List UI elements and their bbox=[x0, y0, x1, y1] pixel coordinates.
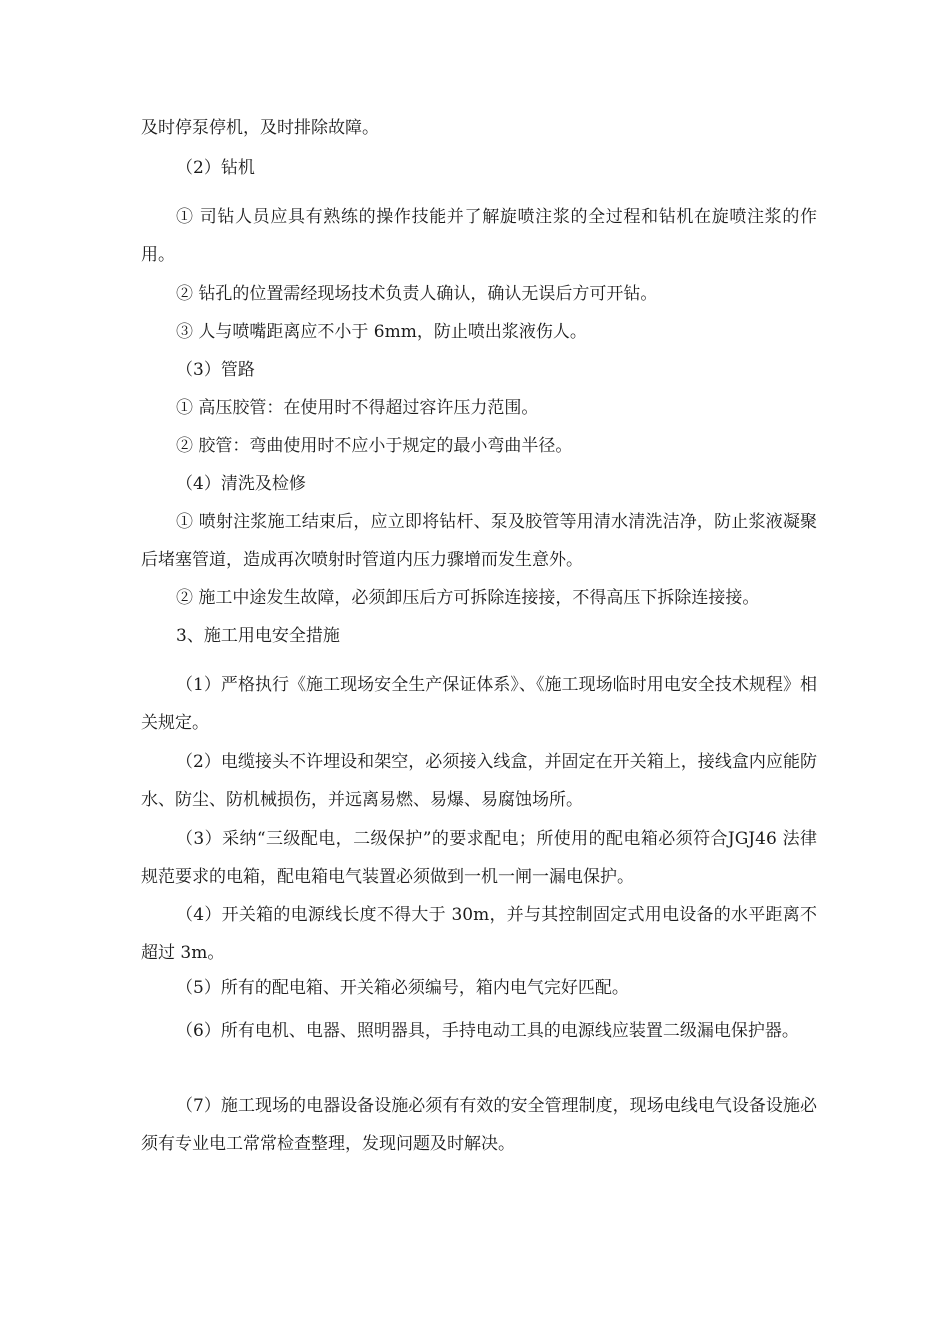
paragraph-cleaning-2: ② 施工中途发生故障，必须卸压后方可拆除连接接，不得高压下拆除连接接。 bbox=[176, 588, 760, 608]
heading-drill: （2）钻机 bbox=[176, 158, 255, 178]
paragraph-electric-3: （3）采纳“三级配电，二级保护”的要求配电；所使用的配电箱必须符合JGJ46 法律规范要求的电箱，配电箱电气装置必须做到一机一闸一漏电保护。 bbox=[141, 829, 817, 887]
paragraph-pipeline-1: ① 高压胶管：在使用时不得超过容许压力范围。 bbox=[176, 398, 539, 418]
paragraph-electric-1: （1）严格执行《施工现场安全生产保证体系》、《施工现场临时用电安全技术规程》相关规定。 bbox=[141, 675, 817, 733]
paragraph-electric-4: （4）开关箱的电源线长度不得大于 30m，并与其控制固定式用电设备的水平距离不超过 3m。 bbox=[141, 905, 817, 963]
paragraph-pump-stop: 及时停泵停机，及时排除故障。 bbox=[141, 118, 379, 138]
paragraph-electric-6: （6）所有电机、电器、照明器具，手持电动工具的电源线应装置二级漏电保护器。 bbox=[176, 1021, 799, 1041]
paragraph-electric-7: （7）施工现场的电器设备设施必须有有效的安全管理制度，现场电线电气设备设施必须有专业电工常常检查整理，发现问题及时解决。 bbox=[141, 1096, 817, 1154]
paragraph-cleaning-1: ① 喷射注浆施工结束后，应立即将钻杆、泵及胶管等用清水清洗洁净，防止浆液凝聚后堵塞管道，造成再次喷射时管道内压力骤增而发生意外。 bbox=[141, 512, 817, 570]
paragraph-drill-3: ③ 人与喷嘴距离应不小于 6mm，防止喷出浆液伤人。 bbox=[176, 322, 587, 342]
heading-pipeline: （3）管路 bbox=[176, 360, 255, 380]
paragraph-drill-1: ① 司钻人员应具有熟练的操作技能并了解旋喷注浆的全过程和钻机在旋喷注浆的作用。 bbox=[141, 207, 817, 265]
paragraph-electric-5: （5）所有的配电箱、开关箱必须编号，箱内电气完好匹配。 bbox=[176, 978, 629, 998]
heading-electric-safety: 3、施工用电安全措施 bbox=[176, 626, 340, 646]
paragraph-electric-2: （2）电缆接头不许埋设和架空，必须接入线盒，并固定在开关箱上，接线盒内应能防水、防尘、防机械损伤，并远离易燃、易爆、易腐蚀场所。 bbox=[141, 752, 817, 810]
paragraph-drill-2: ② 钻孔的位置需经现场技术负责人确认，确认无误后方可开钻。 bbox=[176, 284, 658, 304]
paragraph-pipeline-2: ② 胶管：弯曲使用时不应小于规定的最小弯曲半径。 bbox=[176, 436, 573, 456]
heading-cleaning: （4）清洗及检修 bbox=[176, 474, 306, 494]
